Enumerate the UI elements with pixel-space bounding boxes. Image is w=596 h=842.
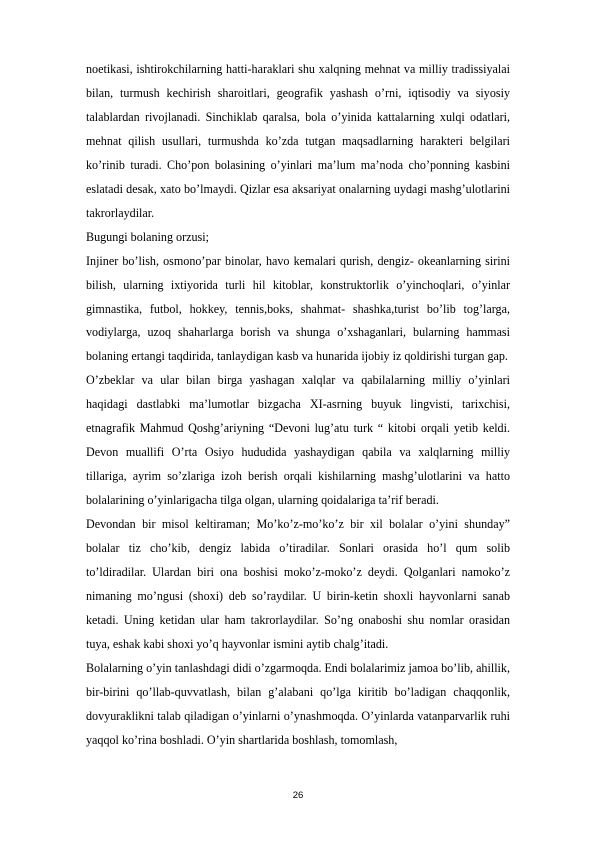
paragraph-3: Injiner bo’lish, osmono’par binolar, havo kemalari qurish, dengiz- okeanlarning sirini bilish, ularning ixtiyorida turli hil kitoblar, konstruktorlik o’yinchoqlari, o’yinlar gimnastika, futbol, hokkey, tennis,boks, shahmat- shashka,turist bo’lib tog’larga, vodiylarga, uzoq shaharlarga borish va shunga o’xshaganlari, bularning hammasi bolaning ertangi taqdirida, tanlaydigan kasb va hunarida ijobiy iz qoldirishi turgan gap. bbox=[86, 253, 510, 364]
paragraph-1: noetikasi, ishtirokchilarning hatti-haraklari shu xalqning mehnat va milliy tradissiyalai bilan, turmush kechirish sharoitlari, geografik yashash o’rni, iqtisodiy va siyosiy talablardan rivojlanadi. Sinchiklab qaralsa, bola o’yinida kattalarning xulqi odatlari, mehnat qilish usullari, turmushda ko’zda tutgan maqsadlarning harakteri belgilari ko’rinib turadi. Cho’pon bolasining o’yinlari ma’lum ma’noda cho’ponning kasbini eslatadi desak, xato bo’lmaydi. Qizlar esa aksariyat onalarning uydagi mashg’ulotlarini takrorlaydilar. bbox=[86, 62, 510, 220]
page-number: 26 bbox=[292, 790, 304, 801]
paragraph-2: Bugungi bolaning orzusi; bbox=[86, 229, 209, 244]
document-body bbox=[86, 58, 510, 753]
paragraph-5: Devondan bir misol keltiraman; Mo’ko’z-mo’ko’z bir xil bolalar o’yini shunday” bolalar tiz cho’kib, dengiz labida o’tiradilar. Sonlari orasida ho’l qum solib to’ldiradilar. Ulardan biri ona boshisi moko’z-moko’z deydi. Qolganlari namoko’z nimaning mo’ngusi (shoxi) deb so’raydilar. U birin-ketin shoxli hayvonlarni sanab ketadi. Uning ketidan ular ham takrorlaydilar. So’ng onaboshi shu nomlar orasidan tuya, eshak kabi shoxi yo’q hayvonlar ismini aytib chalg’itadi. bbox=[86, 517, 510, 651]
paragraph-6: Bolalarning o’yin tanlashdagi didi o’zgarmoqda. Endi bolalarimiz jamoa bo’lib, ahillik, bir-birini qo’llab-quvvatlash, bilan g’alabani qo’lga kiritib bo’ladigan chaqqonlik, dovyuraklikni talab qiladigan o’yinlarni o’ynashmoqda. O’yinlarda vatanparvarlik ruhi yaqqol ko’rina boshladi. O’yin shartlarida boshlash, tomomlash, bbox=[86, 660, 510, 747]
paragraph-4: O’zbeklar va ular bilan birga yashagan xalqlar va qabilalarning milliy o’yinlari haqidagi dastlabki ma’lumotlar bizgacha XI-asrning buyuk lingvisti, tarixchisi, etnagrafik Mahmud Qoshg’ariyning “Devoni lug’atu turk “ kitobi orqali yetib keldi. Devon muallifi O’rta Osiyo hududida yashaydigan qabila va xalqlarning milliy tillariga, ayrim so’zlariga izoh berish orqali kishilarning mashg’ulotlarini va hatto bolalarining o’yinlarigacha tilga olgan, ularning qoidalariga ta’rif beradi. bbox=[86, 373, 510, 508]
